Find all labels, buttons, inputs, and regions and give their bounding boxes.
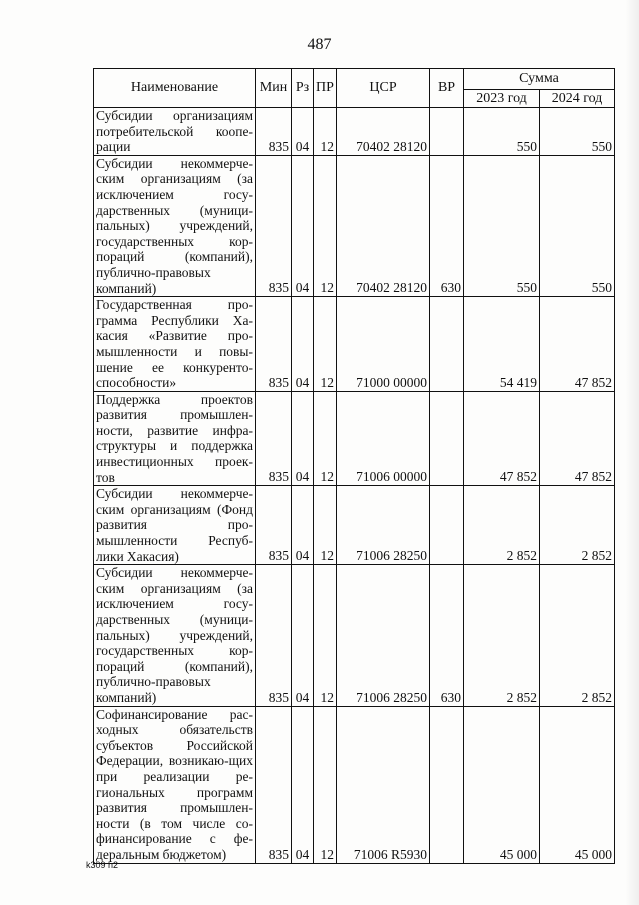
row-rz: 04 bbox=[292, 565, 314, 706]
row-csr: 71000 00000 bbox=[337, 297, 430, 392]
row-min: 835 bbox=[256, 706, 292, 863]
row-csr: 71006 00000 bbox=[337, 391, 430, 486]
table-row bbox=[94, 486, 615, 565]
row-name: Субсидии организациям потребительской коопе-рации bbox=[94, 108, 256, 156]
row-amount-2023: 550 bbox=[464, 155, 540, 296]
header-year-2024: 2024 год bbox=[540, 90, 615, 108]
table-row bbox=[94, 391, 615, 486]
row-name: Государственная про-грамма Республики Ха-касия «Развитие про-мышленности и повы-шение ее конкуренто-способности» bbox=[94, 297, 256, 392]
row-name: Субсидии некоммерче-ским организациям (за исключением госу-дарственных (муници-пальных) учреждений, государственных кор-пораций (компаний), публично-правовых компаний) bbox=[94, 565, 256, 706]
row-rz: 04 bbox=[292, 297, 314, 392]
row-vr bbox=[430, 486, 464, 565]
row-min: 835 bbox=[256, 486, 292, 565]
row-name: Софинансирование рас-ходных обязательств субъектов Российской Федерации, возникаю-щих при реализации ре-гиональных программ развития промышлен-ности (в том числе со-финансирование с фе-деральным бюджетом) bbox=[94, 706, 256, 863]
header-name: Наименование bbox=[94, 69, 256, 108]
row-vr bbox=[430, 297, 464, 392]
row-min: 835 bbox=[256, 297, 292, 392]
footer-document-code: k309 h2 bbox=[86, 860, 119, 870]
row-pr: 12 bbox=[314, 565, 337, 706]
row-vr bbox=[430, 108, 464, 156]
page-number: 487 bbox=[307, 36, 332, 53]
table-row bbox=[94, 565, 615, 706]
row-amount-2023: 47 852 bbox=[464, 391, 540, 486]
row-min: 835 bbox=[256, 565, 292, 706]
row-pr: 12 bbox=[314, 108, 337, 156]
row-amount-2023: 2 852 bbox=[464, 486, 540, 565]
row-rz: 04 bbox=[292, 486, 314, 565]
row-amount-2024: 550 bbox=[540, 155, 615, 296]
row-name: Субсидии некоммерче-ским организациям (Фонд развития про-мышленности Респуб-лики Хакасия) bbox=[94, 486, 256, 565]
row-amount-2024: 550 bbox=[540, 108, 615, 156]
row-amount-2024: 2 852 bbox=[540, 486, 615, 565]
row-pr: 12 bbox=[314, 706, 337, 863]
header-vr: ВР bbox=[430, 69, 464, 108]
table-row bbox=[94, 297, 615, 392]
row-pr: 12 bbox=[314, 391, 337, 486]
row-csr: 71006 28250 bbox=[337, 565, 430, 706]
row-vr bbox=[430, 391, 464, 486]
budget-table bbox=[93, 68, 615, 864]
row-csr: 71006 28250 bbox=[337, 486, 430, 565]
row-rz: 04 bbox=[292, 391, 314, 486]
header-pr: ПР bbox=[314, 69, 337, 108]
table-row bbox=[94, 108, 615, 156]
row-pr: 12 bbox=[314, 155, 337, 296]
row-amount-2024: 47 852 bbox=[540, 297, 615, 392]
row-amount-2023: 54 419 bbox=[464, 297, 540, 392]
header-min: Мин bbox=[256, 69, 292, 108]
row-amount-2023: 2 852 bbox=[464, 565, 540, 706]
row-rz: 04 bbox=[292, 155, 314, 296]
row-amount-2024: 47 852 bbox=[540, 391, 615, 486]
row-amount-2024: 45 000 bbox=[540, 706, 615, 863]
row-pr: 12 bbox=[314, 297, 337, 392]
row-amount-2023: 550 bbox=[464, 108, 540, 156]
row-csr: 71006 R5930 bbox=[337, 706, 430, 863]
row-amount-2024: 2 852 bbox=[540, 565, 615, 706]
row-vr: 630 bbox=[430, 155, 464, 296]
row-vr bbox=[430, 706, 464, 863]
row-name: Субсидии некоммерче-ским организациям (за исключением госу-дарственных (муници-пальных) учреждений, государственных кор-пораций (компаний), публично-правовых компаний) bbox=[94, 155, 256, 296]
row-min: 835 bbox=[256, 108, 292, 156]
row-amount-2023: 45 000 bbox=[464, 706, 540, 863]
header-year-2023: 2023 год bbox=[464, 90, 540, 108]
header-csr: ЦСР bbox=[337, 69, 430, 108]
row-rz: 04 bbox=[292, 706, 314, 863]
row-vr: 630 bbox=[430, 565, 464, 706]
table-row bbox=[94, 155, 615, 296]
scan-edge-shadow bbox=[625, 0, 639, 905]
row-pr: 12 bbox=[314, 486, 337, 565]
row-min: 835 bbox=[256, 391, 292, 486]
row-csr: 70402 28120 bbox=[337, 155, 430, 296]
row-rz: 04 bbox=[292, 108, 314, 156]
row-min: 835 bbox=[256, 155, 292, 296]
row-name: Поддержка проектов развития промышлен-ности, развитие инфра-структуры и поддержка инвестиционных проек-тов bbox=[94, 391, 256, 486]
table-row bbox=[94, 706, 615, 863]
header-rz: Рз bbox=[292, 69, 314, 108]
row-csr: 70402 28120 bbox=[337, 108, 430, 156]
header-sum: Сумма bbox=[464, 69, 615, 90]
